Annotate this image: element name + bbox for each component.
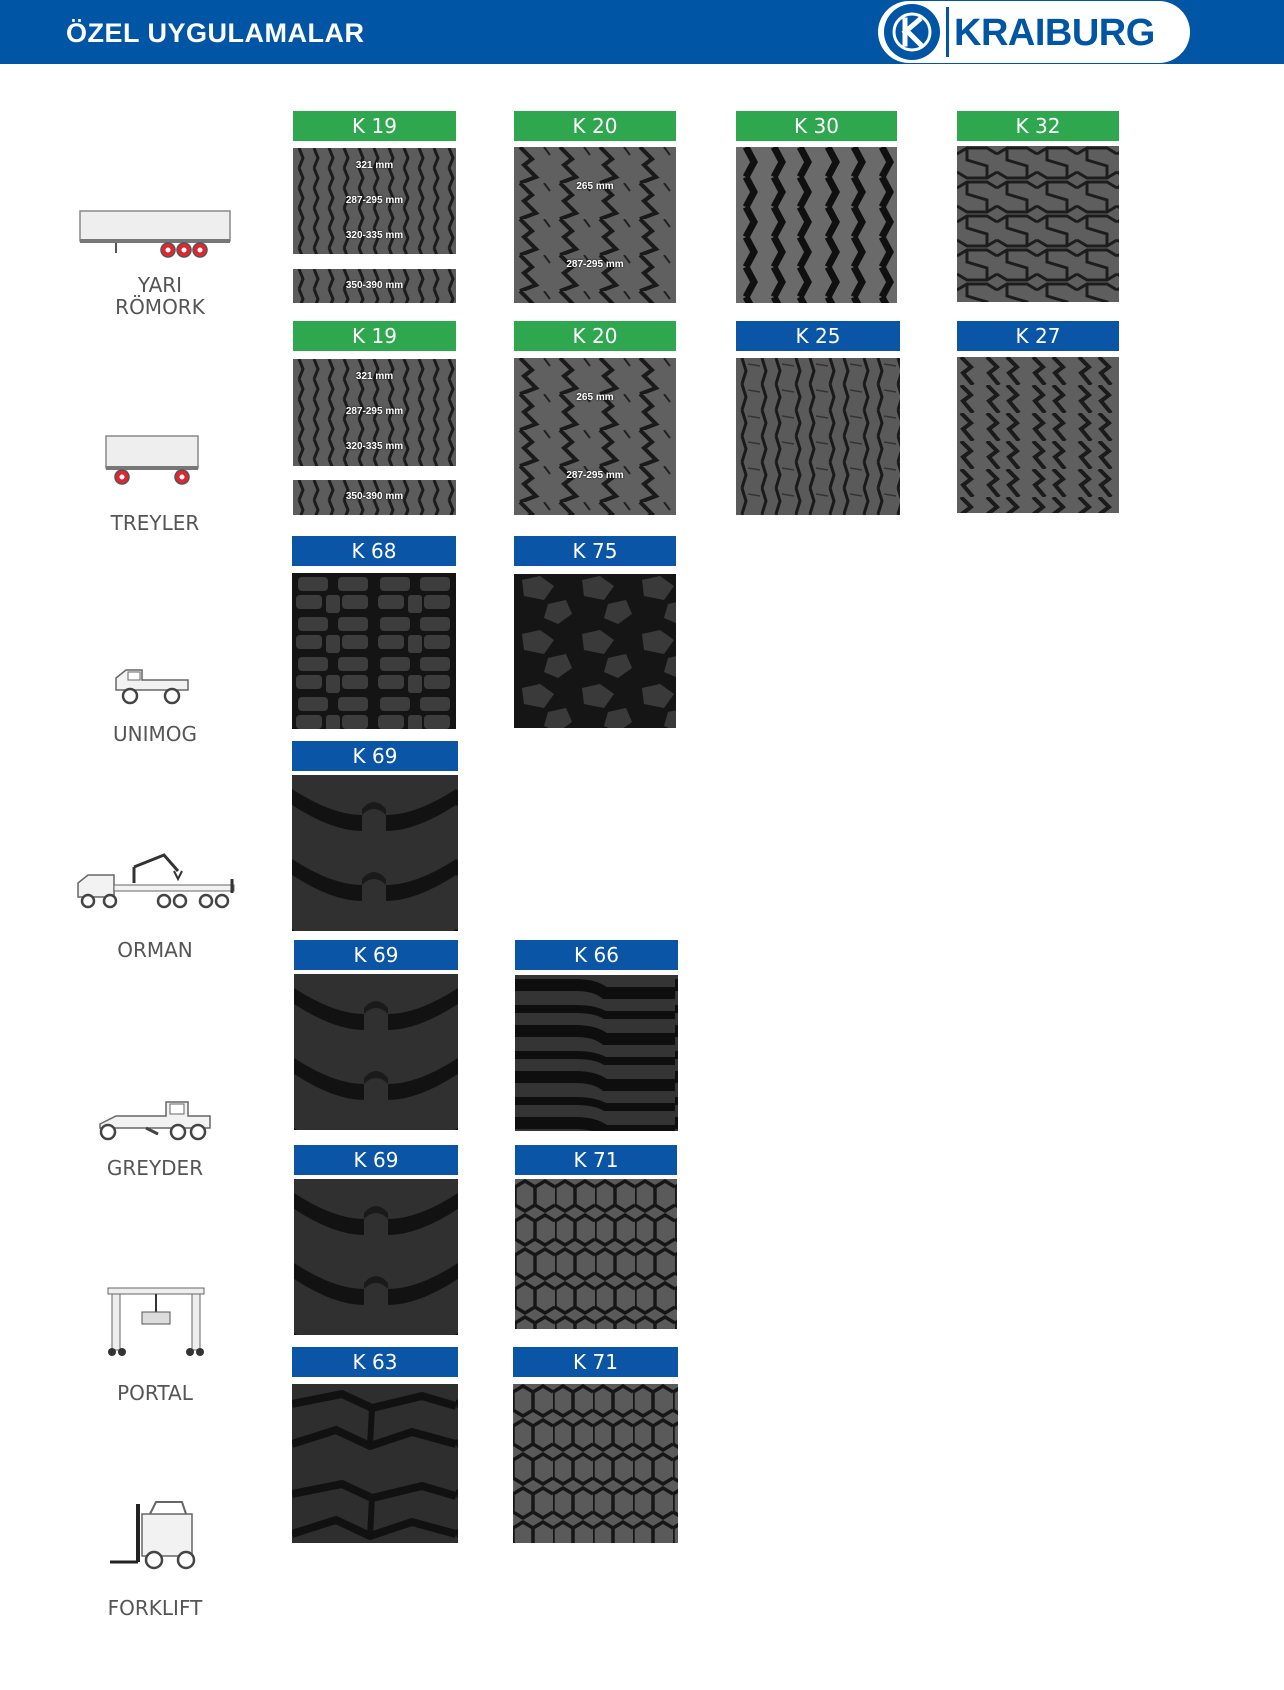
tread-k25[interactable] xyxy=(736,321,900,515)
tread-image xyxy=(514,574,676,728)
tread-image xyxy=(514,358,676,515)
category-line-2: RÖMORK xyxy=(115,295,205,319)
tread-image xyxy=(293,480,456,515)
category-orman xyxy=(55,939,255,961)
tread-image xyxy=(293,359,456,466)
tread-image xyxy=(736,147,897,303)
page-title: ÖZEL UYGULAMALAR xyxy=(66,18,365,48)
dimension-label: 287-295 mm xyxy=(566,259,624,270)
kraiburg-logo xyxy=(878,1,1190,63)
tread-label: K 20 xyxy=(514,321,676,351)
tread-label: K 71 xyxy=(513,1347,678,1377)
tread-image xyxy=(513,1384,678,1543)
dimension-label: 350-390 mm xyxy=(345,280,404,291)
dimension-label: 320-335 mm xyxy=(345,230,404,241)
tread-k20[interactable] xyxy=(514,111,676,303)
tread-image xyxy=(957,146,1119,302)
tread-k30[interactable] xyxy=(736,111,897,303)
tread-label: K 30 xyxy=(736,111,897,141)
gantry-crane-icon xyxy=(104,1284,208,1360)
category-forklift xyxy=(55,1597,255,1619)
tread-image xyxy=(294,1179,458,1335)
tread-image xyxy=(514,147,676,303)
logo-text: KRAIBURG xyxy=(954,12,1155,54)
dimension-label: 287-295 mm xyxy=(566,470,624,481)
tread-label: K 27 xyxy=(957,321,1119,351)
tread-k27[interactable] xyxy=(957,321,1119,513)
header-bar xyxy=(0,0,1284,64)
tread-k68[interactable] xyxy=(292,536,456,729)
tread-image xyxy=(293,269,456,303)
tread-k69[interactable] xyxy=(294,940,458,1130)
tread-label: K 68 xyxy=(292,536,456,566)
trailer-icon xyxy=(102,432,202,487)
tread-k75[interactable] xyxy=(514,536,676,728)
forklift-icon xyxy=(106,1500,206,1572)
tread-image xyxy=(736,358,900,515)
category-portal xyxy=(55,1382,255,1404)
logo-separator xyxy=(946,7,949,57)
dimension-label: 265 mm xyxy=(576,181,614,192)
category-unimog xyxy=(55,723,255,745)
tread-label: K 69 xyxy=(292,741,458,771)
tread-k69[interactable] xyxy=(294,1145,458,1335)
semi-trailer-icon xyxy=(76,205,236,260)
tread-image xyxy=(293,148,456,254)
tread-image xyxy=(292,775,458,931)
category-line-1: TREYLER xyxy=(110,511,200,535)
dimension-label: 350-390 mm xyxy=(345,491,404,502)
logo-k-icon xyxy=(884,4,940,60)
tread-label: K 19 xyxy=(293,111,456,141)
dimension-label: 265 mm xyxy=(576,392,614,403)
tread-label: K 63 xyxy=(292,1347,458,1377)
tread-image xyxy=(515,975,678,1131)
category-line-1: ORMAN xyxy=(117,938,193,962)
tread-label: K 75 xyxy=(514,536,676,566)
tread-k19[interactable] xyxy=(293,321,456,515)
forestry-truck-icon xyxy=(74,853,240,913)
category-yari-romork xyxy=(60,274,260,318)
dimension-label: 320-335 mm xyxy=(345,441,404,452)
category-line-1: PORTAL xyxy=(117,1381,193,1405)
dimension-label: 287-295 mm xyxy=(345,406,404,417)
tread-label: K 71 xyxy=(515,1145,677,1175)
tread-k63[interactable] xyxy=(292,1347,458,1543)
tread-label: K 32 xyxy=(957,111,1119,141)
category-line-1: YARI xyxy=(137,273,183,297)
tread-label: K 19 xyxy=(293,321,456,351)
dimension-label: 321 mm xyxy=(355,160,394,171)
tread-k71[interactable] xyxy=(515,1145,677,1329)
dimension-label: 287-295 mm xyxy=(345,195,404,206)
tread-label: K 69 xyxy=(294,1145,458,1175)
category-line-1: UNIMOG xyxy=(113,722,197,746)
category-treyler xyxy=(55,512,255,534)
tread-image xyxy=(957,357,1119,513)
tread-k19[interactable] xyxy=(293,111,456,303)
category-line-1: GREYDER xyxy=(106,1156,204,1180)
tread-label: K 20 xyxy=(514,111,676,141)
category-greyder xyxy=(55,1157,255,1179)
tread-image xyxy=(294,974,458,1130)
tread-image xyxy=(292,573,456,729)
tread-k32[interactable] xyxy=(957,111,1119,303)
category-line-1: FORKLIFT xyxy=(107,1596,203,1620)
tread-k71[interactable] xyxy=(513,1347,678,1543)
tread-label: K 25 xyxy=(736,321,900,351)
tread-image xyxy=(515,1179,677,1329)
unimog-icon xyxy=(112,656,192,706)
tread-k69[interactable] xyxy=(292,741,458,931)
tread-k66[interactable] xyxy=(515,940,678,1131)
tread-label: K 66 xyxy=(515,940,678,970)
grader-icon xyxy=(96,1090,216,1142)
tread-k20[interactable] xyxy=(514,321,676,515)
tread-image xyxy=(292,1384,458,1543)
dimension-label: 321 mm xyxy=(355,371,394,382)
tread-label: K 69 xyxy=(294,940,458,970)
